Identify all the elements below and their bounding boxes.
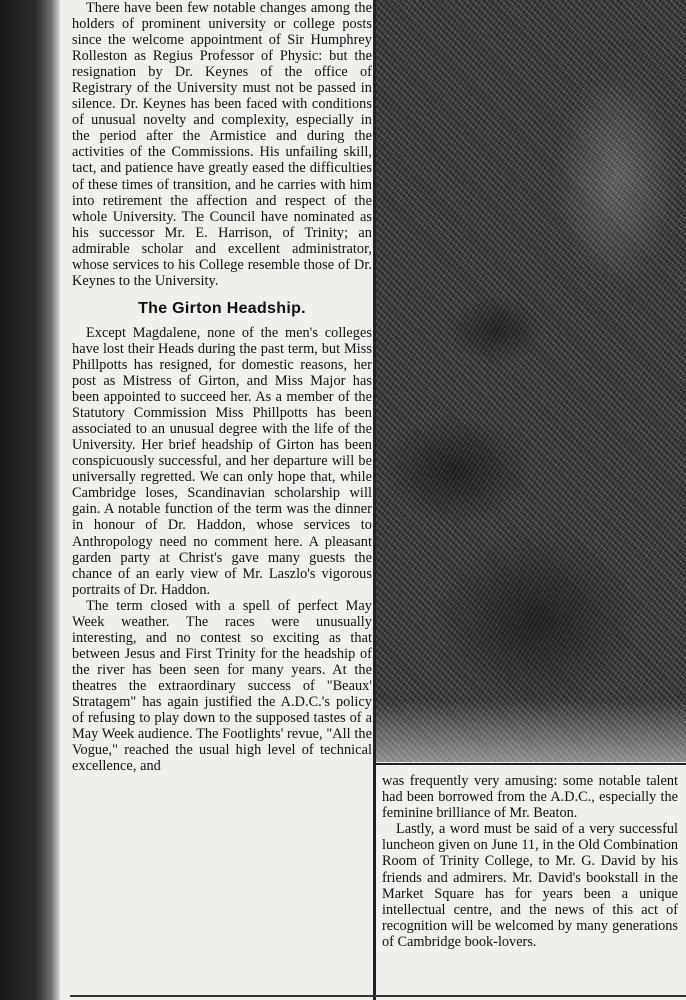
photo-fade — [376, 700, 686, 762]
halftone-texture — [376, 0, 686, 762]
left-column — [72, 0, 372, 774]
paragraph-may-week: The term closed with a spell of perfect May Week weather. The races were unusually interesting, and no contest so exciting as that between Jesus and First Trinity for the headship of the river has been seen for many years. At the theatres the extraordinary success of "Beaux' Stratagem" has again justified the A.D.C.'s policy of refusing to play down to the supposed tastes of a May Week audience. The Footlights' revue, "All the Vogue," reached the usual high level of technical excellence, and — [72, 597, 372, 775]
paragraph-luncheon: Lastly, a word must be said of a very successful luncheon given on June 11, in the Old Combination Room of Trinity College, to Mr. G. David by his friends and admirers. Mr. David's bookstall in the Market Square has for years been a unique intellectual centre, and the news of this act of recognition will be welcomed by many generations of Cambridge book-lovers. — [382, 821, 678, 950]
page-gutter-shadow — [0, 0, 60, 1000]
paragraph-continuation: was frequently very amusing: some notable talent had been borrowed from the A.D.C., especially the feminine brilliance of Mr. Beaton. — [382, 773, 678, 822]
page-bottom-rule — [70, 995, 686, 997]
photo-bottom-rule — [376, 763, 686, 765]
paragraph-girton: Except Magdalene, none of the men's colleges have lost their Heads during the past term, but Miss Phillpotts has resigned, for domestic reasons, her post as Mistress of Girton, and Miss Major has been appointed to succeed her. As a member of the Statutory Commission Miss Phillpotts has been associated to an unusual degree with the life of the University. Her brief headship of Girton has been conspicuously successful, and her departure will be universally regretted. We can only hope that, while Cambridge loses, Scandinavian scholarship will gain. A notable function of the term was the dinner in honour of Dr. Haddon, whose services to Anthropology need no comment here. A pleasant garden party at Christ's gave many guests the chance of an early view of Mr. Laszlo's vigorous portraits of Dr. Haddon. — [72, 324, 372, 598]
right-column-text — [382, 773, 678, 950]
section-heading: The Girton Headship. — [138, 299, 306, 317]
paragraph-registrary: There have been few notable changes among the holders of prominent university or college posts since the welcome appointment of Sir Humphrey Rolleston as Regius Professor of Physic: but the resignation by Dr. Keynes of the office of Registrary of the University must not be passed in silence. Dr. Keynes has been faced with conditions of unusual novelty and complexity, especially in the period after the Armistice and during the activities of the Commissions. His unfailing skill, tact, and patience have greatly eased the difficulties of these times of transition, and he carries with him into retirement the affection and respect of the whole University. The Council have nominated as his successor Mr. E. Harrison, of Trinity; an admirable scholar and excellent administrator, whose services to his College resemble those of Dr. Keynes to the University. — [72, 0, 372, 289]
